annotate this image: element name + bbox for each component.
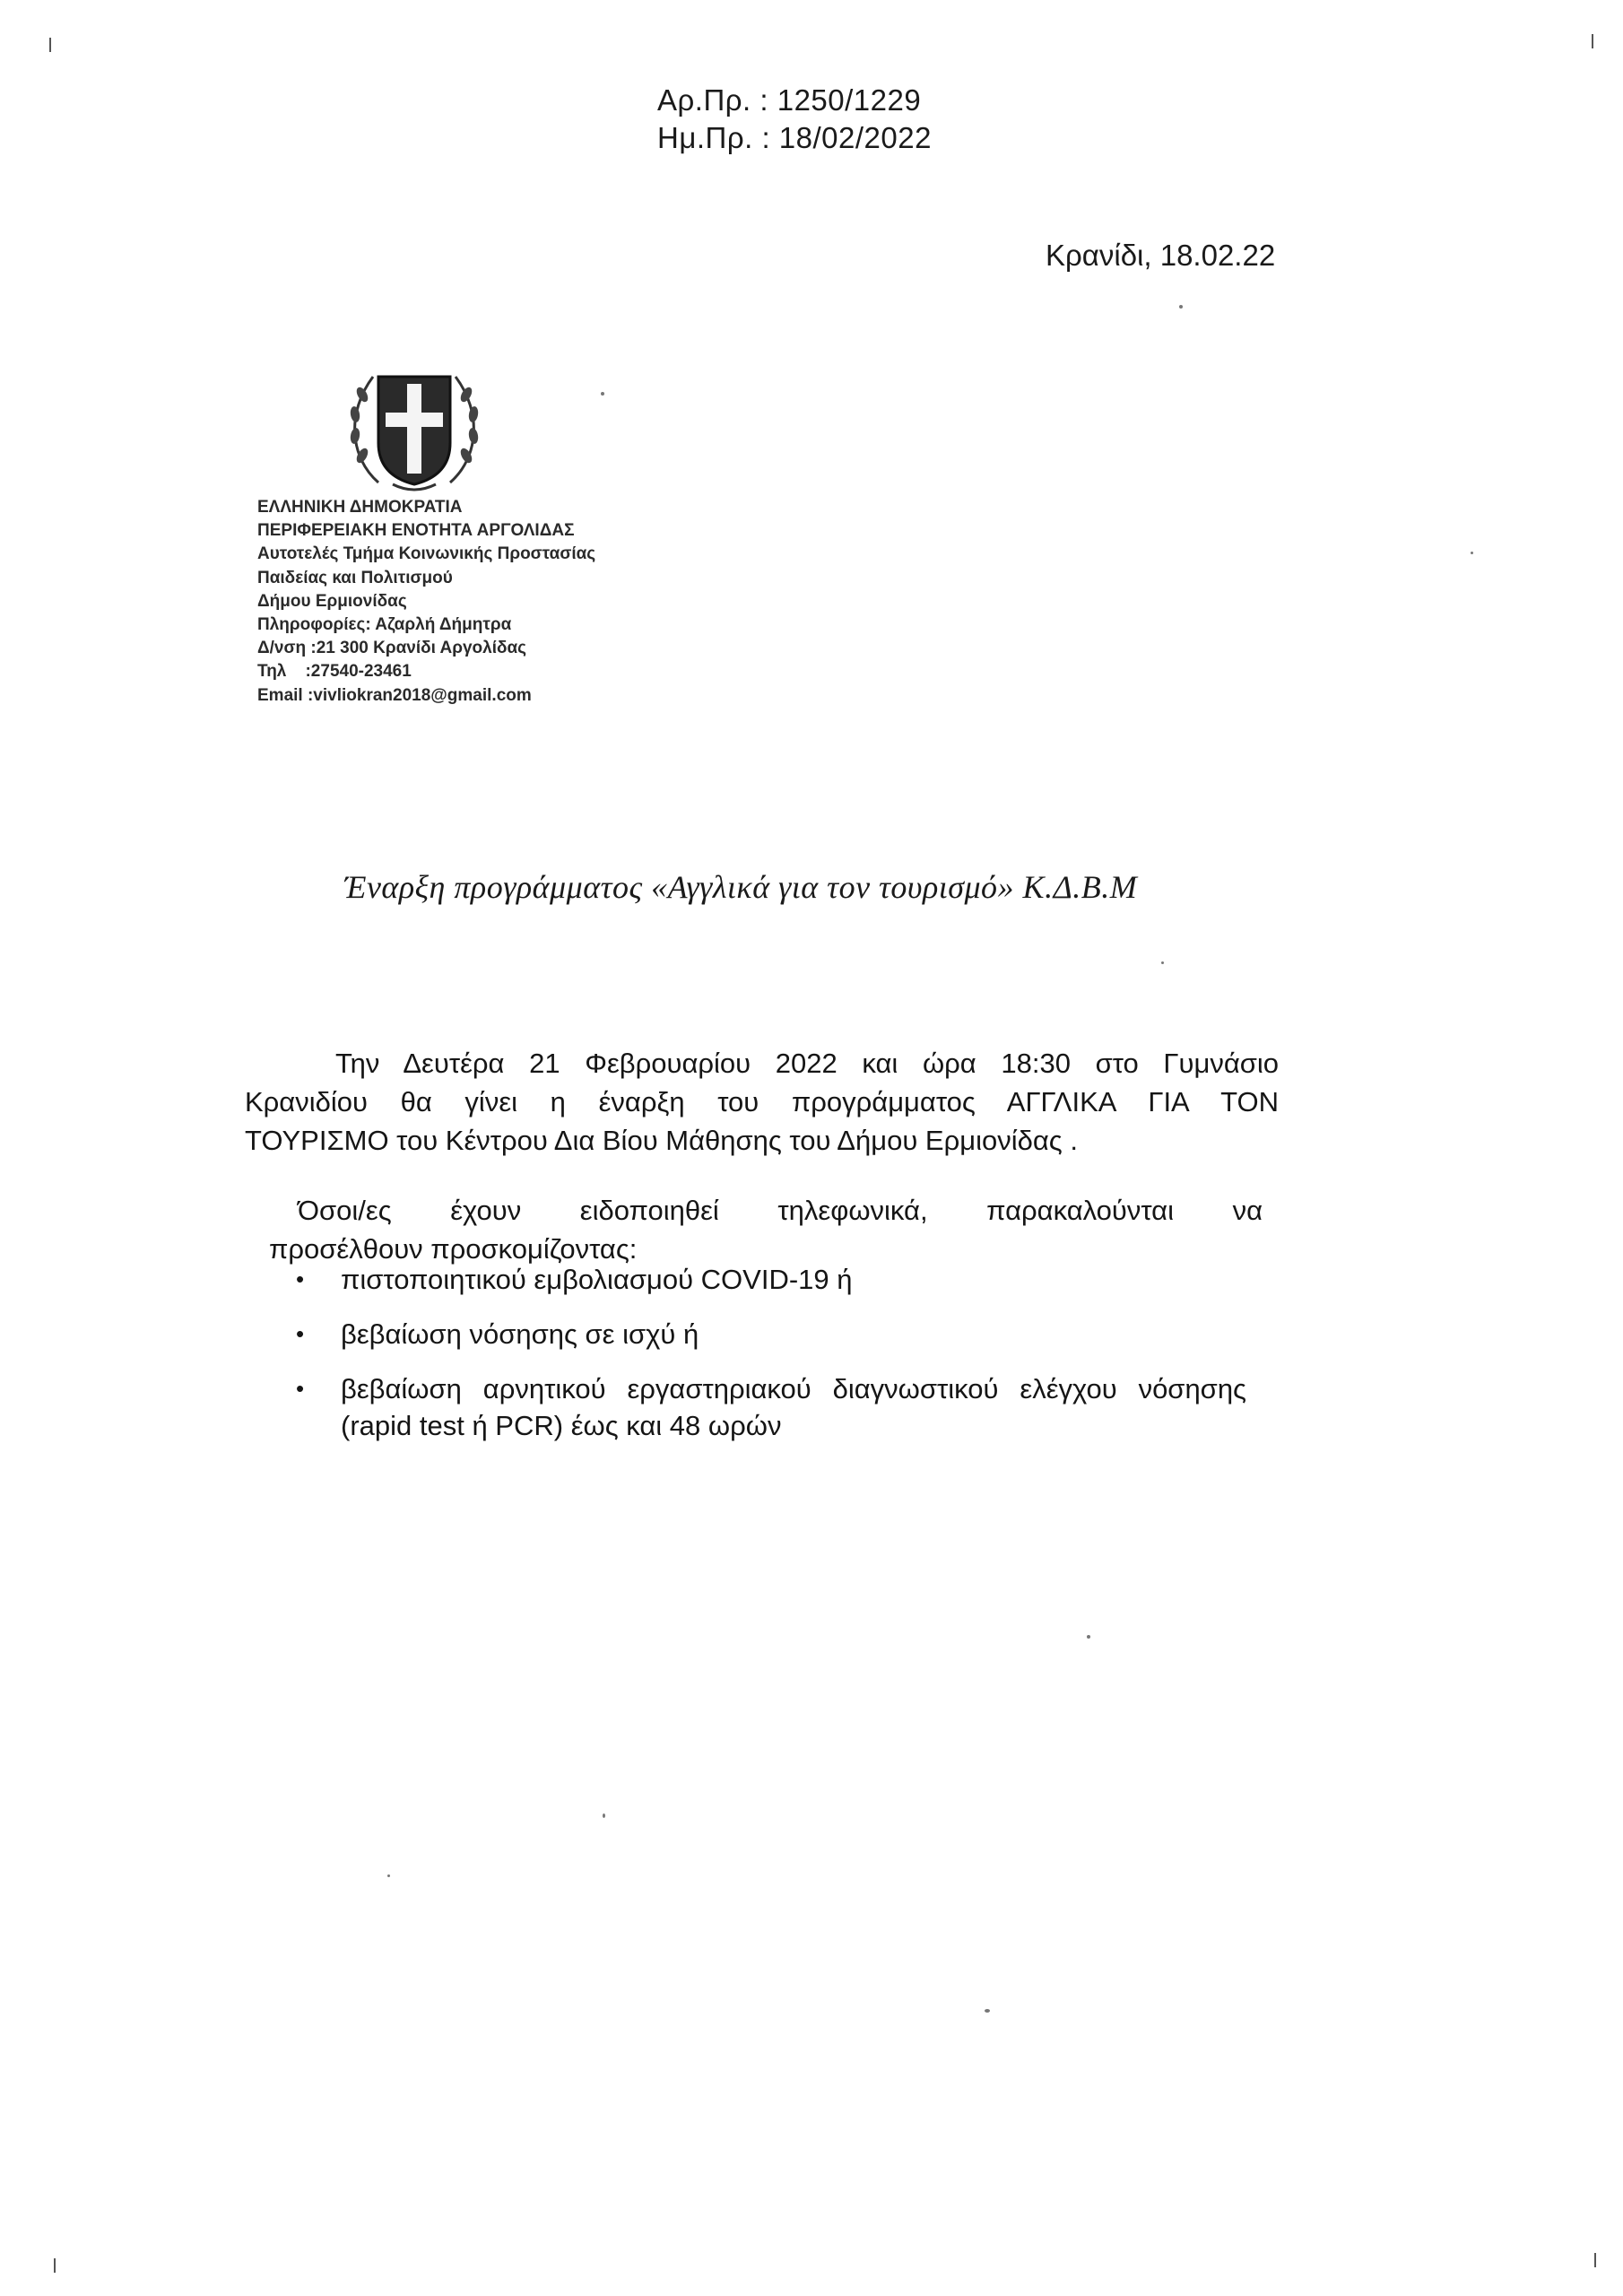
sender-block	[257, 496, 595, 708]
protocol-date: Ημ.Πρ. : 18/02/2022	[657, 121, 932, 154]
scan-mark	[54, 2258, 56, 2273]
requirements-list	[296, 1261, 1257, 1462]
paragraph-line: ΤΟΥΡΙΣΜΟ του Κέντρου Δια Βίου Μάθησης του Δήμου Ερμιονίδας .	[245, 1125, 1078, 1156]
scan-speck	[1179, 305, 1183, 309]
document-subject: Έναρξη προγράμματος «Αγγλικά για τον τουρισμό» Κ.Δ.Β.Μ	[344, 869, 1138, 905]
protocol-number: Αρ.Πρ. : 1250/1229	[657, 83, 922, 117]
sender-line: Δήμου Ερμιονίδας	[257, 591, 407, 611]
scan-speck	[1471, 552, 1473, 554]
scan-speck	[1161, 961, 1164, 964]
scan-speck	[985, 2009, 990, 2013]
sender-line: Αυτοτελές Τμήμα Κοινωνικής Προστασίας	[257, 544, 596, 564]
instructions-paragraph	[269, 1191, 1263, 1268]
sender-line: Τηλ :27540-23461	[257, 662, 412, 682]
list-item	[296, 1261, 1257, 1298]
bullet-icon: •	[296, 1265, 305, 1292]
paragraph-line: προσέλθουν προσκομίζοντας:	[269, 1233, 638, 1265]
list-item	[296, 1316, 1257, 1352]
announcement-paragraph	[245, 1044, 1279, 1160]
scan-speck	[1087, 1635, 1090, 1639]
bullet-icon: •	[296, 1375, 305, 1402]
sender-line: Δ/νση :21 300 Κρανίδι Αργολίδας	[257, 639, 527, 658]
sender-line: Παιδείας και Πολιτισμού	[257, 568, 453, 587]
bullet-icon: •	[296, 1320, 305, 1347]
scan-speck	[603, 1813, 605, 1818]
scan-mark	[49, 38, 51, 52]
paragraph-line: Την Δευτέρα 21 Φεβρουαρίου 2022 και ώρα 18:30 στο Γυμνάσιο	[335, 1048, 1279, 1079]
sender-email: Email :vivliokran2018@gmail.com	[257, 685, 532, 705]
list-item	[296, 1370, 1257, 1444]
list-item-text: βεβαίωση νόσησης σε ισχύ ή	[341, 1318, 699, 1350]
scan-speck	[387, 1874, 390, 1877]
place-date: Κρανίδι, 18.02.22	[1046, 239, 1276, 272]
scan-mark	[1592, 34, 1593, 48]
paragraph-line: Όσοι/ες έχουν ειδοποιηθεί τηλεφωνικά, παρακαλούνται να	[298, 1195, 1263, 1226]
paragraph-line: Κρανιδίου θα γίνει η έναρξη του προγράμματος ΑΓΓΛΙΚΑ ΓΙΑ ΤΟΝ	[245, 1086, 1279, 1118]
greek-coat-of-arms-icon	[343, 357, 486, 500]
sender-line: ΕΛΛΗΝΙΚΗ ΔΗΜΟΚΡΑΤΙΑ	[257, 498, 463, 517]
list-item-text: βεβαίωση αρνητικού εργαστηριακού διαγνωστικού ελέγχου νόσησης (rapid test ή PCR) έως και 48 ωρών	[341, 1373, 1246, 1441]
sender-line: ΠΕΡΙΦΕΡΕΙΑΚΗ ΕΝΟΤΗΤΑ ΑΡΓΟΛΙΔΑΣ	[257, 521, 575, 541]
sender-line: Πληροφορίες: Αζαρλή Δήμητρα	[257, 615, 512, 635]
list-item-text: πιστοποιητικού εμβολιασμού COVID-19 ή	[341, 1264, 853, 1295]
scan-speck	[601, 392, 604, 396]
scan-mark	[1594, 2253, 1596, 2267]
